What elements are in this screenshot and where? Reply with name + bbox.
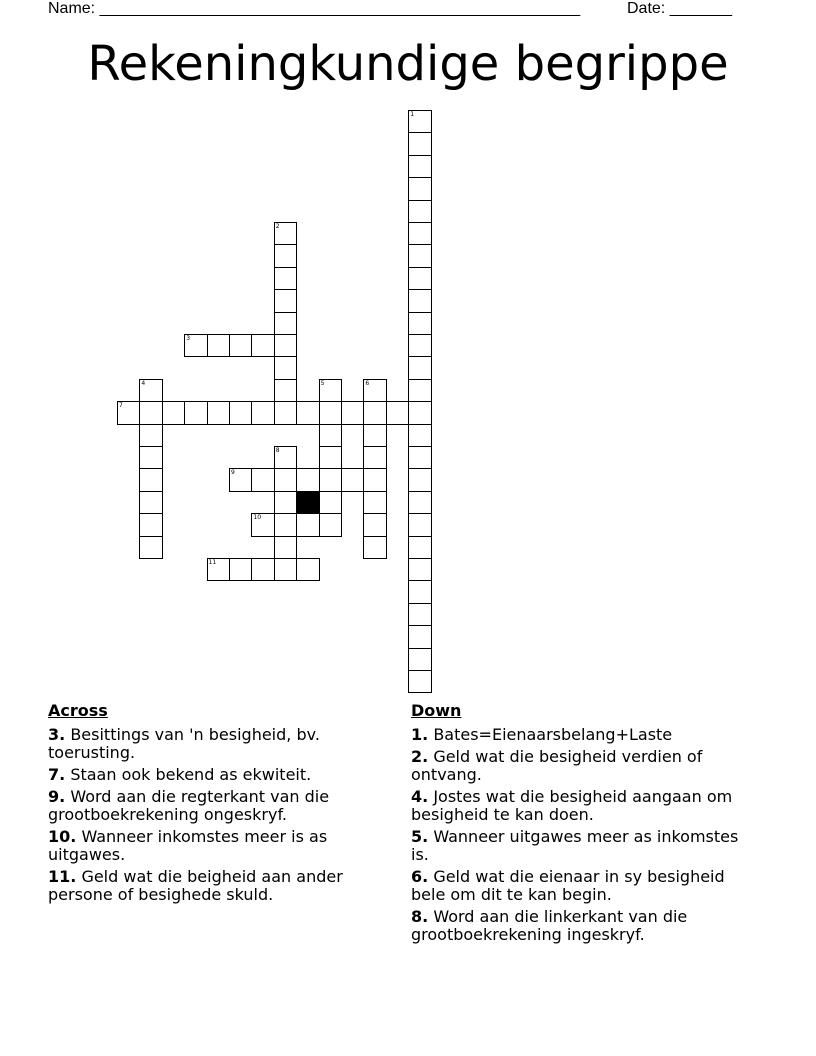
crossword-cell[interactable] bbox=[408, 132, 431, 155]
crossword-cell[interactable] bbox=[341, 401, 364, 424]
crossword-cell[interactable] bbox=[251, 558, 274, 581]
clue-item bbox=[411, 828, 751, 864]
crossword-cell[interactable] bbox=[408, 603, 431, 626]
crossword-cell[interactable] bbox=[184, 334, 207, 357]
clue-item-number: 7. bbox=[48, 765, 66, 784]
clue-number: 6 bbox=[365, 379, 370, 387]
crossword-cell[interactable] bbox=[408, 401, 431, 424]
clue-number: 8 bbox=[275, 447, 280, 454]
crossword-cell[interactable] bbox=[274, 222, 297, 245]
crossword-cell[interactable] bbox=[162, 401, 185, 424]
crossword-cell[interactable] bbox=[319, 401, 342, 424]
crossword-cell[interactable] bbox=[363, 446, 386, 469]
crossword-cell[interactable] bbox=[274, 244, 297, 267]
across-clues bbox=[48, 702, 388, 908]
crossword-cell[interactable] bbox=[207, 401, 230, 424]
clue-item-number: 10. bbox=[48, 827, 77, 846]
clue-item-text: Bates=Eienaarsbelang+Laste bbox=[433, 725, 673, 744]
clue-item-text: Geld wat die beigheid aan ander persone of besighede skuld. bbox=[48, 867, 343, 904]
crossword-cell[interactable] bbox=[363, 468, 386, 491]
clue-item-text: Word aan die linkerkant van die grootboekrekening ingeskryf. bbox=[411, 907, 688, 944]
crossword-cell[interactable] bbox=[408, 267, 431, 290]
clue-item-text: Geld wat die besigheid verdien of ontvang. bbox=[411, 747, 703, 784]
down-heading: Down bbox=[411, 701, 462, 720]
crossword-cell[interactable] bbox=[296, 513, 319, 536]
crossword-cell[interactable] bbox=[229, 468, 252, 491]
clue-item bbox=[48, 828, 388, 864]
clue-number: 10 bbox=[253, 514, 262, 522]
clue-item bbox=[411, 726, 751, 744]
clue-number: 9 bbox=[231, 469, 235, 477]
crossword-cell[interactable] bbox=[408, 468, 431, 491]
clue-item bbox=[48, 868, 388, 904]
crossword-cell[interactable] bbox=[408, 110, 431, 133]
crossword-cell[interactable] bbox=[274, 401, 297, 424]
crossword-cell[interactable] bbox=[319, 491, 342, 514]
clue-item-text: Besittings van 'n besigheid, bv. toerusting. bbox=[48, 725, 320, 762]
crossword-cell[interactable] bbox=[207, 334, 230, 357]
clue-item-number: 8. bbox=[411, 907, 429, 926]
crossword-cell[interactable] bbox=[274, 356, 297, 379]
crossword-cell[interactable] bbox=[274, 312, 297, 335]
clue-item-text: Wanneer uitgawes meer as inkomstes is. bbox=[411, 827, 739, 864]
crossword-cell[interactable] bbox=[408, 289, 431, 312]
clue-number: 4 bbox=[141, 379, 146, 387]
crossword-cell[interactable] bbox=[319, 379, 342, 402]
crossword-cell[interactable] bbox=[408, 200, 431, 223]
crossword-cell[interactable] bbox=[274, 491, 297, 514]
crossword-cell[interactable] bbox=[207, 558, 230, 581]
crossword-cell[interactable] bbox=[139, 513, 162, 536]
clue-number: 1 bbox=[410, 111, 415, 118]
crossword-cell[interactable] bbox=[139, 379, 162, 402]
clue-item-number: 11. bbox=[48, 867, 77, 886]
crossword-cell[interactable] bbox=[363, 513, 386, 536]
crossword-cell[interactable] bbox=[408, 648, 431, 671]
clue-item-number: 6. bbox=[411, 867, 429, 886]
crossword-cell[interactable] bbox=[408, 558, 431, 581]
clue-number: 7 bbox=[119, 402, 123, 410]
clue-item bbox=[411, 908, 751, 944]
crossword-cell[interactable] bbox=[319, 513, 342, 536]
crossword-cell[interactable] bbox=[296, 401, 319, 424]
crossword-cell[interactable] bbox=[251, 513, 274, 536]
crossword-cell[interactable] bbox=[274, 289, 297, 312]
clue-item-text: Staan ook bekend as ekwiteit. bbox=[70, 765, 312, 784]
crossword-cell[interactable] bbox=[117, 401, 140, 424]
crossword-cell[interactable] bbox=[386, 401, 409, 424]
blocked-cell bbox=[296, 491, 319, 514]
crossword-cell[interactable] bbox=[408, 580, 431, 603]
crossword-cell[interactable] bbox=[319, 468, 342, 491]
clue-item-number: 2. bbox=[411, 747, 429, 766]
clue-item bbox=[411, 868, 751, 904]
crossword-cell[interactable] bbox=[139, 536, 162, 559]
crossword-cell[interactable] bbox=[408, 446, 431, 469]
crossword-cell[interactable] bbox=[251, 468, 274, 491]
crossword-cell[interactable] bbox=[139, 446, 162, 469]
clue-number: 11 bbox=[208, 559, 217, 566]
name-field[interactable]: Name: ______________________________________________________ bbox=[48, 0, 581, 17]
crossword-cell[interactable] bbox=[274, 468, 297, 491]
crossword-cell[interactable] bbox=[408, 334, 431, 357]
clue-item-text: Wanneer inkomstes meer is as uitgawes. bbox=[48, 827, 328, 864]
crossword-cell[interactable] bbox=[408, 222, 431, 245]
clue-item bbox=[411, 788, 751, 824]
crossword-cell[interactable] bbox=[363, 401, 386, 424]
clue-item-text: Geld wat die eienaar in sy besigheid bele om dit te kan begin. bbox=[411, 867, 725, 904]
crossword-cell[interactable] bbox=[341, 468, 364, 491]
clue-item bbox=[48, 766, 388, 784]
crossword-cell[interactable] bbox=[408, 177, 431, 200]
crossword-cell[interactable] bbox=[274, 446, 297, 469]
crossword-cell[interactable] bbox=[408, 379, 431, 402]
clue-item-number: 9. bbox=[48, 787, 66, 806]
crossword-cell[interactable] bbox=[408, 513, 431, 536]
page-title: Rekeningkundige begrippe bbox=[87, 36, 729, 92]
crossword-cell[interactable] bbox=[296, 558, 319, 581]
crossword-cell[interactable] bbox=[274, 513, 297, 536]
clue-item-number: 3. bbox=[48, 725, 66, 744]
clue-item-text: Jostes wat die besigheid aangaan om besigheid te kan doen. bbox=[411, 787, 733, 824]
across-heading: Across bbox=[48, 701, 108, 720]
crossword-cell[interactable] bbox=[184, 401, 207, 424]
crossword-cell[interactable] bbox=[408, 356, 431, 379]
crossword-cell[interactable] bbox=[274, 379, 297, 402]
crossword-cell[interactable] bbox=[363, 536, 386, 559]
crossword-cell[interactable] bbox=[139, 468, 162, 491]
crossword-cell[interactable] bbox=[274, 536, 297, 559]
clue-item-number: 4. bbox=[411, 787, 429, 806]
down-clues bbox=[411, 702, 751, 948]
crossword-cell[interactable] bbox=[408, 424, 431, 447]
crossword-cell[interactable] bbox=[319, 446, 342, 469]
crossword-cell[interactable] bbox=[251, 401, 274, 424]
crossword-cell[interactable] bbox=[408, 244, 431, 267]
crossword-cell[interactable] bbox=[408, 312, 431, 335]
crossword-cell[interactable] bbox=[229, 334, 252, 357]
crossword-cell[interactable] bbox=[408, 670, 431, 693]
crossword-cell[interactable] bbox=[274, 267, 297, 290]
clue-item bbox=[48, 726, 388, 762]
crossword-cell[interactable] bbox=[408, 155, 431, 178]
clue-item-text: Word aan die regterkant van die grootboekrekening ongeskryf. bbox=[48, 787, 330, 824]
clue-number: 5 bbox=[320, 379, 325, 387]
clue-item bbox=[411, 748, 751, 784]
crossword-cell[interactable] bbox=[363, 379, 386, 402]
crossword-cell[interactable] bbox=[319, 424, 342, 447]
clue-item-number: 5. bbox=[411, 827, 429, 846]
crossword-cell[interactable] bbox=[139, 491, 162, 514]
crossword-cell[interactable] bbox=[274, 558, 297, 581]
crossword-cell[interactable] bbox=[363, 424, 386, 447]
crossword-cell[interactable] bbox=[296, 468, 319, 491]
crossword-cell[interactable] bbox=[139, 424, 162, 447]
crossword-cell[interactable] bbox=[363, 491, 386, 514]
clue-number: 2 bbox=[275, 223, 280, 230]
crossword-cell[interactable] bbox=[251, 334, 274, 357]
crossword-cell[interactable] bbox=[408, 536, 431, 559]
date-field[interactable]: Date: _______ bbox=[627, 0, 732, 17]
crossword-cell[interactable] bbox=[139, 401, 162, 424]
crossword-cell[interactable] bbox=[229, 558, 252, 581]
crossword-cell[interactable] bbox=[274, 334, 297, 357]
clue-number: 3 bbox=[186, 335, 191, 342]
clue-item bbox=[48, 788, 388, 824]
crossword-cell[interactable] bbox=[229, 401, 252, 424]
crossword-cell[interactable] bbox=[408, 625, 431, 648]
clue-item-number: 1. bbox=[411, 725, 429, 744]
crossword-cell[interactable] bbox=[408, 491, 431, 514]
